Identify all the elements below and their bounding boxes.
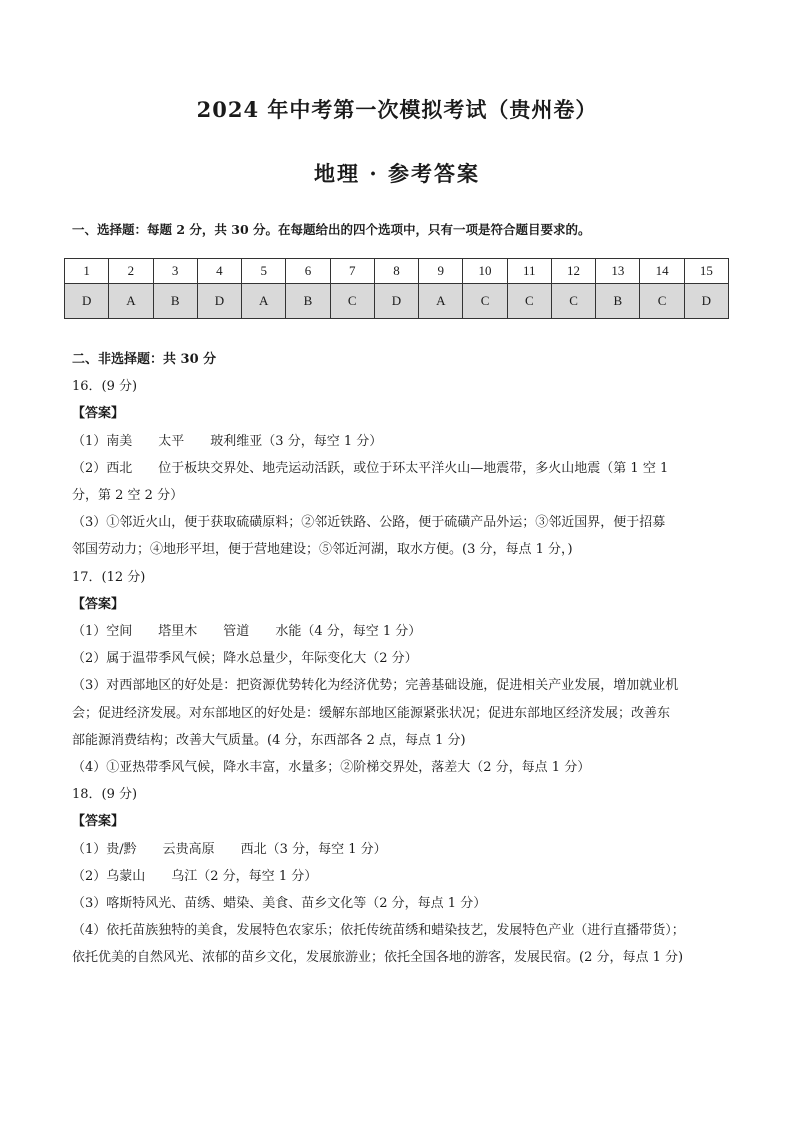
q16-part1-c: 玻利维亚（3 分，每空 1 分） bbox=[210, 433, 383, 449]
answer-letter: B bbox=[286, 284, 330, 319]
q16-part3-line1: （3）①邻近火山，便于获取硫磺原料；②邻近铁路、公路，便于硫磺产品外运；③邻近国界，便于招募 bbox=[72, 515, 666, 531]
question-number: 14 bbox=[640, 259, 684, 284]
q17-part1-d: 水能（4 分，每空 1 分） bbox=[275, 624, 422, 640]
answer-letter: D bbox=[684, 284, 728, 319]
answer-letter: D bbox=[197, 284, 241, 319]
q16-part1-a: （1）南美 bbox=[72, 433, 133, 449]
q18-part1-a: （1）贵/黔 bbox=[72, 841, 137, 857]
q18-part1 bbox=[72, 836, 732, 863]
q17-number: 17．(12 分) bbox=[72, 569, 146, 585]
question-number: 11 bbox=[507, 259, 551, 284]
page-title: 2024 年中考第一次模拟考试（贵州卷） bbox=[196, 97, 598, 122]
question-number-row bbox=[65, 259, 729, 284]
answer-letter: A bbox=[242, 284, 286, 319]
q16-part2-b: 位于板块交界处、地壳运动活跃，或位于环太平洋火山—地震带，多火山地震（第 1 空 1 bbox=[158, 460, 669, 476]
question-number: 9 bbox=[419, 259, 463, 284]
q17-part1-c: 管道 bbox=[223, 624, 250, 640]
section-choice-heading: 一、选择题：每题 2 分，共 30 分。在每题给出的四个选项中，只有一项是符合题目要求的。 bbox=[72, 222, 591, 237]
q16-part2-line1 bbox=[72, 455, 732, 482]
question-number: 2 bbox=[109, 259, 153, 284]
answer-letter: C bbox=[507, 284, 551, 319]
q16-part2-a: （2）西北 bbox=[72, 460, 133, 476]
question-number: 12 bbox=[551, 259, 595, 284]
question-number: 5 bbox=[242, 259, 286, 284]
answer-letter: D bbox=[65, 284, 109, 319]
q17-part3-line3: 部能源消费结构；改善大气质量。(4 分，东西部各 2 点，每点 1 分) bbox=[72, 732, 466, 748]
q18-part2 bbox=[72, 863, 732, 890]
question-number: 7 bbox=[330, 259, 374, 284]
q17-part1 bbox=[72, 618, 732, 645]
q18-part4-line2: 依托优美的自然风光、浓郁的苗乡文化，发展旅游业；依托全国各地的游客，发展民宿。(2 分，每点 1 分) bbox=[72, 950, 684, 966]
q18-part3: （3）喀斯特风光、苗绣、蜡染、美食、苗乡文化等（2 分，每点 1 分） bbox=[72, 896, 487, 912]
q18-part2-b: 乌江（2 分，每空 1 分） bbox=[171, 868, 318, 884]
q16-part2-line2: 分，第 2 空 2 分） bbox=[72, 488, 184, 504]
q18-number: 18．(9 分) bbox=[72, 787, 138, 803]
q18-part1-c: 西北（3 分，每空 1 分） bbox=[240, 841, 387, 857]
answer-letter: A bbox=[419, 284, 463, 319]
question-number: 8 bbox=[374, 259, 418, 284]
answer-letter: C bbox=[330, 284, 374, 319]
q17-part1-a: （1）空间 bbox=[72, 624, 133, 640]
question-number: 13 bbox=[596, 259, 640, 284]
q17-part1-b: 塔里木 bbox=[158, 624, 198, 640]
question-number: 10 bbox=[463, 259, 507, 284]
answer-letter: C bbox=[551, 284, 595, 319]
q18-answer-label: 【答案】 bbox=[72, 814, 125, 830]
question-number: 3 bbox=[153, 259, 197, 284]
answer-letter: C bbox=[640, 284, 684, 319]
q17-part3-line2: 会；促进经济发展。对东部地区的好处是：缓解东部地区能源紧张状况；促进东部地区经济发展；改善东 bbox=[72, 705, 671, 721]
q16-part1-b: 太平 bbox=[158, 433, 185, 449]
answer-letter-row bbox=[65, 284, 729, 319]
answer-letter: B bbox=[153, 284, 197, 319]
q16-part1 bbox=[72, 428, 732, 455]
question-number: 15 bbox=[684, 259, 728, 284]
q17-part3-line1: （3）对西部地区的好处是：把资源优势转化为经济优势；完善基础设施，促进相关产业发展，增加就业机 bbox=[72, 678, 679, 694]
q17-part2: （2）属于温带季风气候；降水总量少，年际变化大（2 分） bbox=[72, 651, 418, 667]
q16-answer-label: 【答案】 bbox=[72, 406, 125, 422]
q17-part4: （4）①亚热带季风气候，降水丰富，水量多；②阶梯交界处，落差大（2 分，每点 1 分） bbox=[72, 760, 591, 776]
q18-part2-a: （2）乌蒙山 bbox=[72, 868, 146, 884]
question-number: 4 bbox=[197, 259, 241, 284]
answer-letter: D bbox=[374, 284, 418, 319]
q16-number: 16．(9 分) bbox=[72, 379, 138, 395]
answer-table bbox=[64, 258, 729, 319]
q18-part1-b: 云贵高原 bbox=[162, 841, 215, 857]
q16-part3-line2: 邻国劳动力；④地形平坦，便于营地建设；⑤邻近河湖，取水方便。(3 分，每点 1 分，) bbox=[72, 542, 573, 558]
answer-letter: C bbox=[463, 284, 507, 319]
answer-letter: A bbox=[109, 284, 153, 319]
answer-letter: B bbox=[596, 284, 640, 319]
question-number: 6 bbox=[286, 259, 330, 284]
non-choice-section bbox=[72, 346, 732, 972]
q18-part4-line1: （4）依托苗族独特的美食，发展特色农家乐；依托传统苗绣和蜡染技艺，发展特色产业（进行直播带货）； bbox=[72, 923, 685, 939]
page-subtitle: 地理 · 参考答案 bbox=[314, 161, 480, 186]
q17-answer-label: 【答案】 bbox=[72, 596, 125, 612]
question-number: 1 bbox=[65, 259, 109, 284]
section-nonchoice-heading: 二、非选择题：共 30 分 bbox=[72, 352, 217, 367]
